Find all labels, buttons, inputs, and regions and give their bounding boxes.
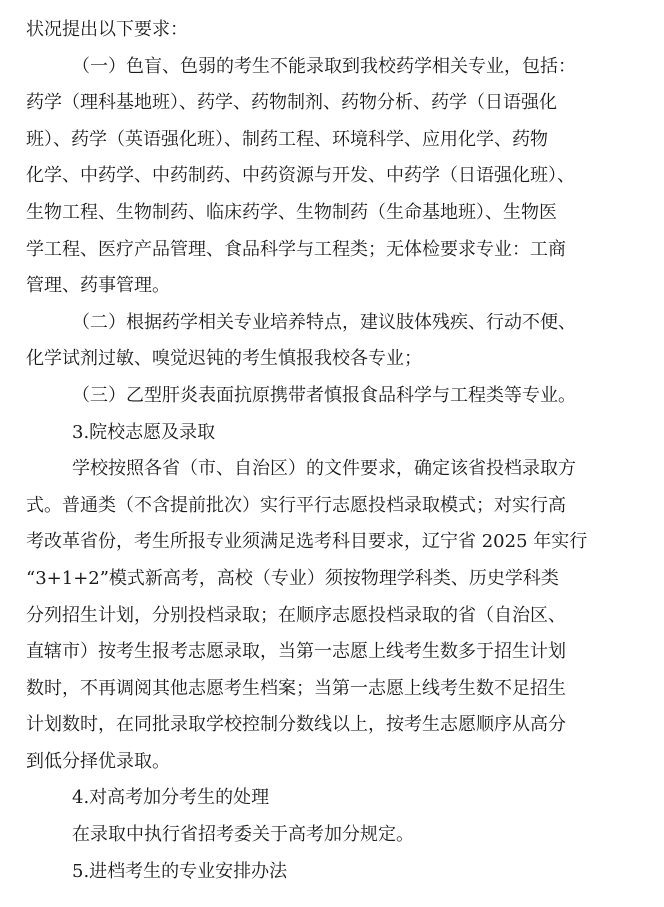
- text-line: 学工程、医疗产品管理、食品科学与工程类；无体检要求专业：工商: [26, 238, 566, 260]
- text-line: 数时，不再调阅其他志愿考生档案；当第一志愿上线考生数不足招生: [26, 677, 566, 699]
- text-line: （三）乙型肝炎表面抗原携带者慎报食品科学与工程类等专业。: [72, 384, 576, 406]
- text-line: 计划数时，在同批录取学校控制分数线以上，按考生志愿顺序从高分: [26, 714, 566, 736]
- text-line: （二）根据药学相关专业培养特点，建议肢体残疾、行动不便、: [72, 311, 576, 333]
- text-line: 化学试剂过敏、嗅觉迟钝的考生慎报我校各专业；: [26, 348, 422, 370]
- text-line: 到低分择优录取。: [26, 750, 170, 772]
- text-line: 5.进档考生的专业安排办法: [72, 860, 288, 882]
- text-line: 式。普通类（不含提前批次）实行平行志愿投档录取模式；对实行高: [26, 494, 566, 516]
- text-line: 化学、中药学、中药制药、中药资源与开发、中药学（日语强化班）、: [26, 165, 575, 187]
- text-line: “3+1+2”模式新高考，高校（专业）须按物理学科类、历史学科类: [26, 567, 559, 589]
- text-line: 分列招生计划，分别投档录取；在顺序志愿投档录取的省（自治区、: [26, 604, 566, 626]
- text-line: 考改革省份，考生所报专业须满足选考科目要求，辽宁省 2025 年实行: [26, 531, 588, 553]
- text-line: 药学（理科基地班）、药学、药物制剂、药物分析、药学（日语强化: [26, 92, 557, 114]
- text-line: 直辖市）按考生报考志愿录取，当第一志愿上线考生数多于招生计划: [26, 641, 566, 663]
- text-line: 状况提出以下要求：: [26, 19, 188, 40]
- text-line: 管理、药事管理。: [26, 275, 170, 297]
- text-line: 4.对高考加分考生的处理: [72, 787, 270, 809]
- text-line: （一）色盲、色弱的考生不能录取到我校药学相关专业，包括：: [72, 55, 576, 77]
- document-body: [26, 12, 640, 890]
- text-line: 学校按照各省（市、自治区）的文件要求，确定该省投档录取方: [72, 458, 576, 480]
- text-line: 3.院校志愿及录取: [72, 421, 216, 443]
- text-line: 在录取中执行省招考委关于高考加分规定。: [72, 824, 414, 846]
- text-line: 班）、药学（英语强化班）、制药工程、环境科学、应用化学、药物: [26, 128, 548, 150]
- text-line: 生物工程、生物制药、临床药学、生物制药（生命基地班）、生物医: [26, 201, 557, 223]
